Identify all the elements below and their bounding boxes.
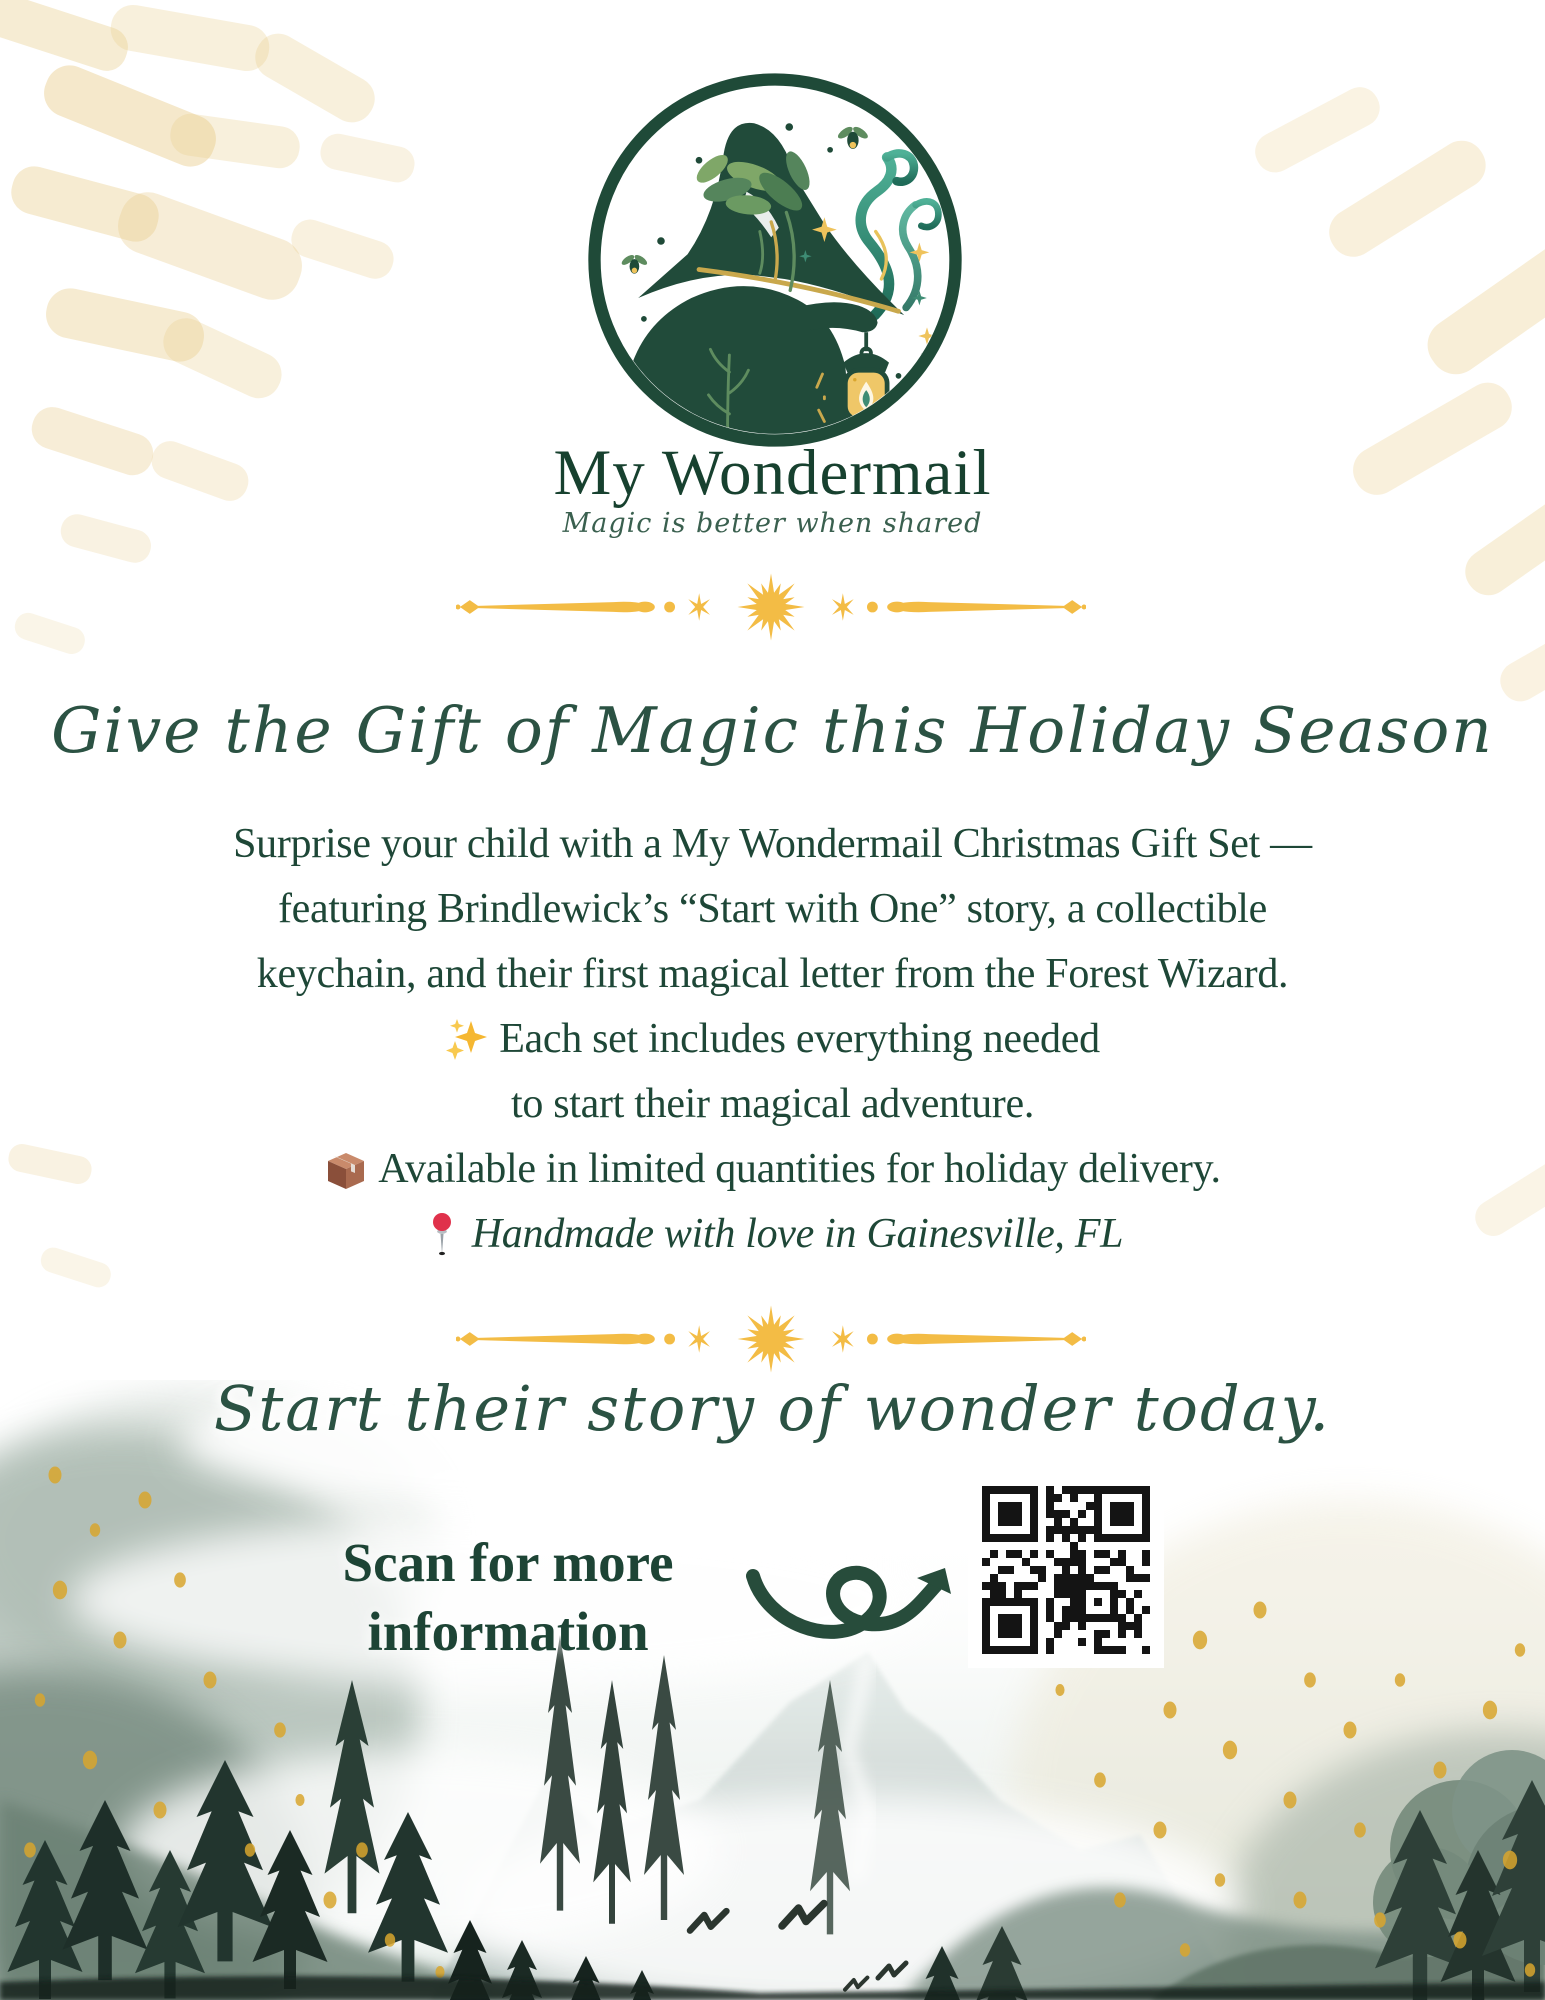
- body-line: keychain, and their first magical letter from the Forest Wizard.: [256, 951, 1289, 997]
- body-line: featuring Brindlewick’s “Start with One” story, a collectible: [277, 886, 1267, 932]
- sun-ray-divider: [456, 1304, 1086, 1374]
- scan-label: [343, 1528, 674, 1666]
- watercolor-forest-landscape: [0, 1380, 1545, 2000]
- scan-label-line2: information: [367, 1601, 649, 1662]
- body-line: Handmade with love in Gainesville, FL: [0, 1202, 1545, 1267]
- sun-ray-divider: [456, 572, 1086, 642]
- body-line: Surprise your child with a My Wondermail Christmas Gift Set —: [233, 821, 1312, 867]
- brand-name: My Wondermail: [553, 437, 992, 509]
- qr-code: [968, 1472, 1164, 1668]
- body-line: Available in limited quantities for holiday delivery.: [0, 1137, 1545, 1202]
- package-icon: [324, 1147, 368, 1191]
- body-line: to start their magical adventure.: [510, 1081, 1035, 1127]
- body-line: Each set includes everything needed: [0, 1007, 1545, 1072]
- brand-tagline: Magic is better when shared: [562, 508, 983, 539]
- sparkles-icon: [445, 1017, 489, 1061]
- body-copy: [0, 812, 1545, 1267]
- hand-drawn-arrow-icon: [745, 1528, 965, 1668]
- headline-script: Give the Gift of Magic this Holiday Season: [51, 694, 1494, 767]
- scan-label-line1: Scan for more: [342, 1532, 674, 1593]
- wizard-lantern-logo: [585, 70, 965, 450]
- cta-script: Start their story of wonder today.: [213, 1372, 1332, 1445]
- round-pushpin-icon: [422, 1212, 462, 1256]
